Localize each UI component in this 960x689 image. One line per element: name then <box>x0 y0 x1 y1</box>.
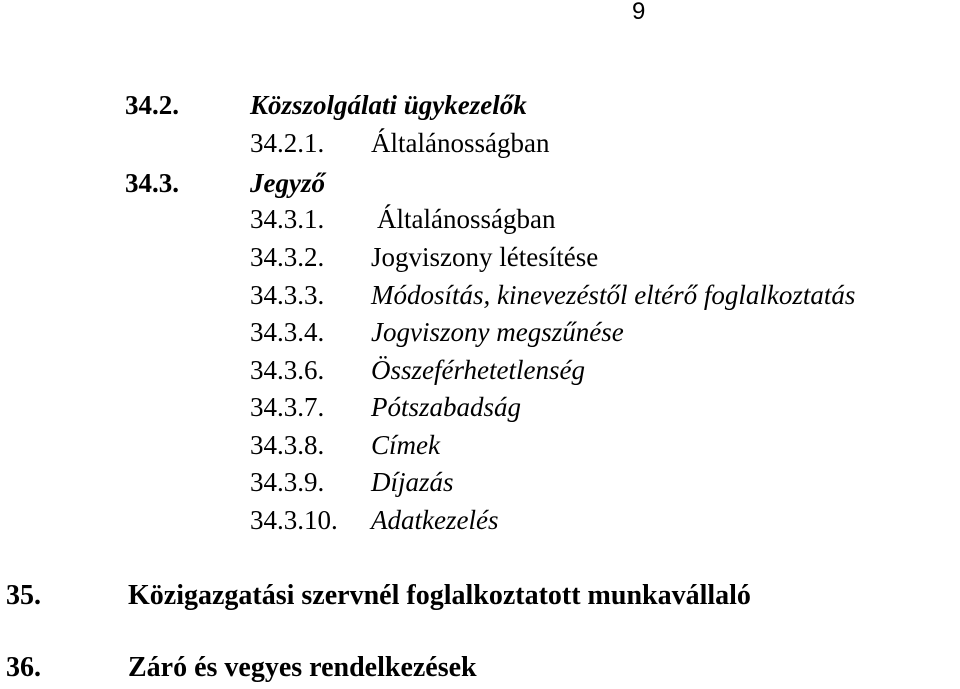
toc-entry-number: 34.3.2. <box>250 242 325 272</box>
toc-entry-number: 36. <box>6 652 41 683</box>
toc-entry-number: 34.2. <box>125 90 179 120</box>
toc-entry-title: Pótszabadság <box>371 392 522 422</box>
toc-entry-title: Címek <box>371 430 440 460</box>
toc-entry-title: Közigazgatási szervnél foglalkoztatott munkavállaló <box>128 580 751 611</box>
toc-entry-title: Általánosságban <box>377 204 556 234</box>
toc-entry-title: Díjazás <box>371 467 454 497</box>
toc-entry-number: 34.3.4. <box>250 317 325 347</box>
toc-entry-number: 34.3.8. <box>250 430 325 460</box>
toc-entry-number: 34.3.3. <box>250 280 325 310</box>
toc-entry-number: 34.2.1. <box>250 128 325 158</box>
toc-entry-number: 34.3.7. <box>250 392 325 422</box>
toc-entry-title: Módosítás, kinevezéstől eltérő foglalkoztatás <box>371 280 856 310</box>
toc-entry-title: Általánosságban <box>371 128 550 158</box>
toc-entry-number: 34.3.10. <box>250 505 338 535</box>
toc-entry-number: 34.3.9. <box>250 467 325 497</box>
toc-entry-title: Közszolgálati ügykezelők <box>250 90 527 120</box>
toc-entry-number: 34.3.6. <box>250 355 325 385</box>
toc-entry-title: Jogviszony létesítése <box>371 242 599 272</box>
toc-entry-number: 34.3.1. <box>250 204 325 234</box>
page-number: 9 <box>632 0 646 25</box>
toc-entry-title: Adatkezelés <box>371 505 499 535</box>
toc-entry-title: Jegyző <box>250 168 325 198</box>
toc-entry-title: Jogviszony megszűnése <box>371 317 624 347</box>
toc-entry-title: Záró és vegyes rendelkezések <box>128 652 477 683</box>
toc-entry-number: 34.3. <box>125 168 179 198</box>
toc-entry-title: Összeférhetetlenség <box>371 355 585 385</box>
toc-entry-number: 35. <box>6 580 41 611</box>
